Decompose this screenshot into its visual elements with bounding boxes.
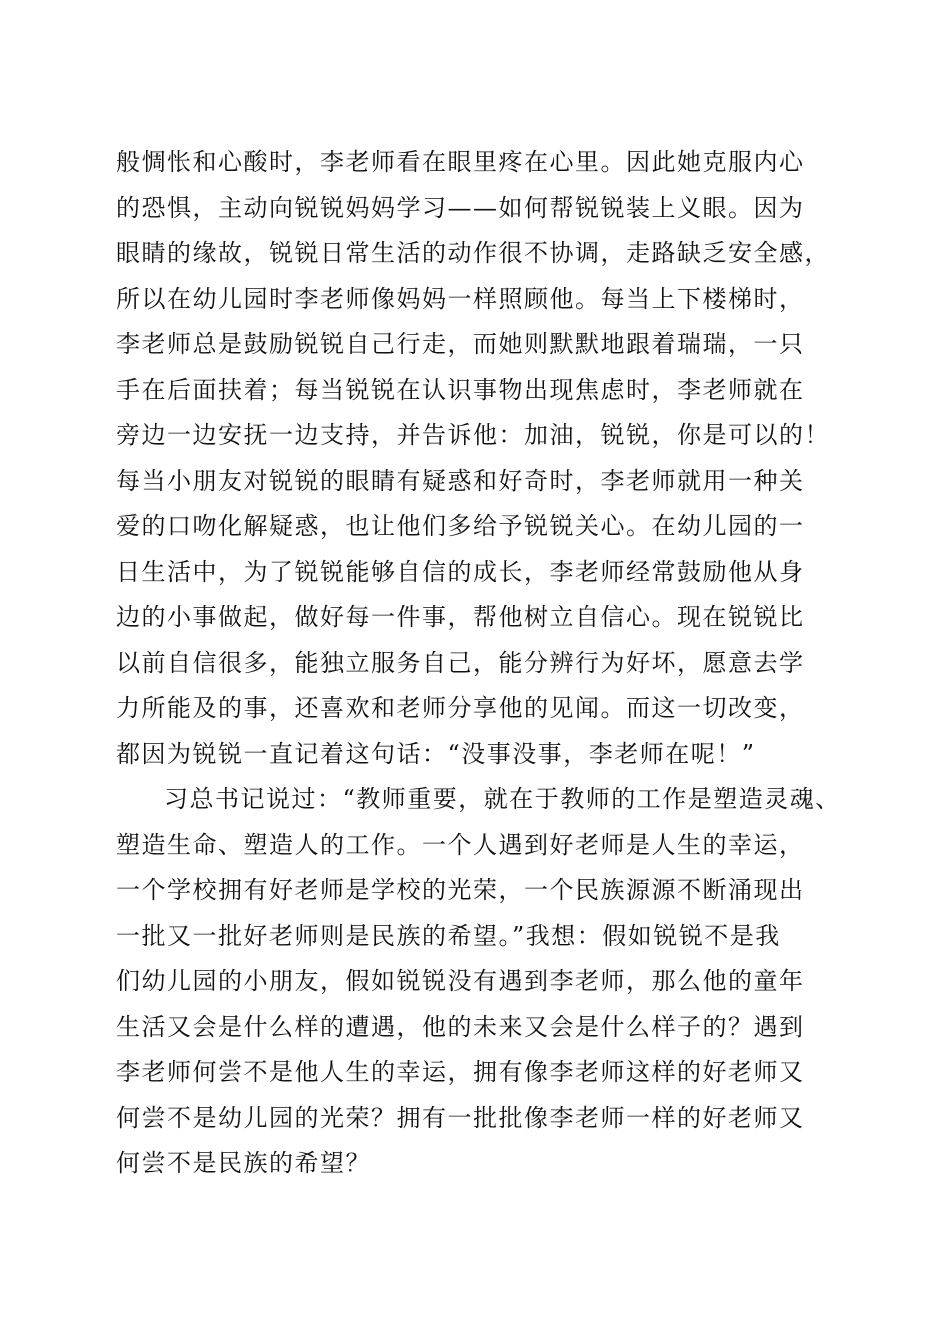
text-line: 李老师何尝不是他人生的幸运，拥有像李老师这样的好老师又 [116, 1058, 805, 1086]
text-line: 日生活中，为了锐锐能够自信的成长，李老师经常鼓励他从身 [116, 557, 805, 586]
text-line: 们幼儿园的小朋友，假如锐锐没有遇到李老师，那么他的童年 [116, 967, 805, 995]
text-line: 般惆怅和心酸时，李老师看在眼里疼在心里。因此她克服内心 [116, 148, 805, 176]
text-line: 塑造生命、塑造人的工作。一个人遇到好老师是人生的幸运， [116, 830, 805, 859]
text-line: 边的小事做起，做好每一件事，帮他树立自信心。现在锐锐比 [116, 603, 805, 631]
text-line: 力所能及的事，还喜欢和老师分享他的见闻。而这一切改变， [116, 694, 805, 722]
text-line: 的恐惧，主动向锐锐妈妈学习——如何帮锐锐装上义眼。因为 [116, 193, 805, 222]
text-line: 爱的口吻化解疑惑，也让他们多给予锐锐关心。在幼儿园的一 [116, 512, 805, 540]
text-line: 每当小朋友对锐锐的眼睛有疑惑和好奇时，李老师就用一种关 [116, 466, 805, 495]
text-line: 何尝不是幼儿园的光荣？拥有一批批像李老师一样的好老师又 [116, 1103, 805, 1132]
text-line: 旁边一边安抚一边支持，并告诉他：加油，锐锐，你是可以的！ [116, 421, 830, 449]
paragraph-start-line: 习总书记说过：“教师重要，就在于教师的工作是塑造灵魂、 [164, 785, 841, 813]
text-line: 生活又会是什么样的遭遇，他的未来又会是什么样子的？遇到 [116, 1012, 805, 1041]
body-text [116, 140, 856, 1187]
text-line: 所以在幼儿园时李老师像妈妈一样照顾他。每当上下楼梯时， [116, 284, 805, 313]
text-line: 都因为锐锐一直记着这句话：“没事没事，李老师在呢！” [116, 739, 756, 768]
text-line: 以前自信很多，能独立服务自己，能分辨行为好坏，愿意去学 [116, 648, 805, 677]
text-line: 李老师总是鼓励锐锐自己行走，而她则默默地跟着瑞瑞，一只 [116, 330, 805, 358]
text-line: 眼睛的缘故，锐锐日常生活的动作很不协调，走路缺乏安全感， [116, 239, 830, 267]
text-line: 一个学校拥有好老师是学校的光荣，一个民族源源不断涌现出 [116, 876, 805, 904]
text-line: 何尝不是民族的希望？ [116, 1149, 371, 1177]
text-line: 一批又一批好老师则是民族的希望。”我想：假如锐锐不是我 [116, 921, 781, 950]
text-line: 手在后面扶着；每当锐锐在认识事物出现焦虑时，李老师就在 [116, 375, 805, 404]
